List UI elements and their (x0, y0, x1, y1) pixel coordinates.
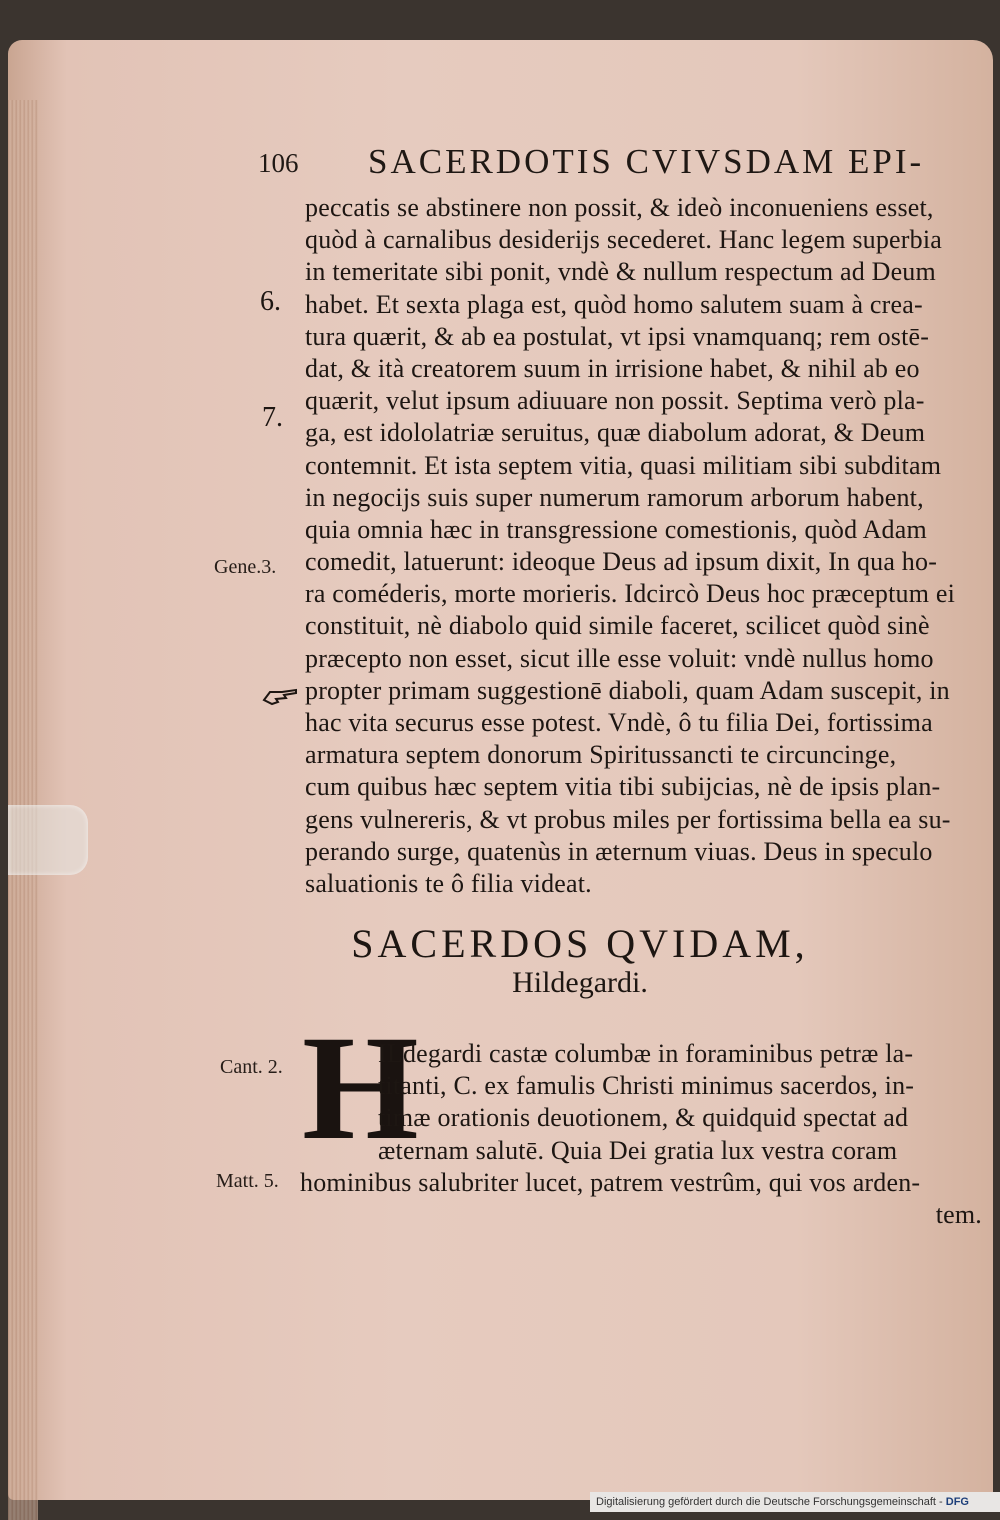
text-line: peccatis se abstinere non possit, & ideò inconueniens esset, (305, 193, 934, 222)
catchword: tem. (935, 1199, 982, 1229)
margin-note-canticles: Cant. 2. (220, 1056, 283, 1078)
main-text-block (305, 192, 985, 900)
text-line: titanti, C. ex famulis Christi minimus sacerdos, in- (378, 1071, 915, 1101)
margin-note-matthew: Matt. 5. (216, 1170, 279, 1192)
text-line: ra coméderis, morte morieris. Idcircò Deus hoc præceptum ei (305, 579, 956, 609)
digitization-footer (590, 1492, 1000, 1512)
text-line: tura quærit, & ab ea postulat, vt ipsi vnamquanq; rem ostē- (305, 321, 930, 351)
text-line: ga, est idololatriæ seruitus, quæ diabolum adorat, & Deum (305, 418, 926, 448)
text-line: ILdegardi castæ columbæ in foraminibus petræ la- (378, 1039, 914, 1068)
text-line: quærit, velut ipsum adiuuare non possit. Septima verò pla- (305, 386, 925, 416)
text-line: propter primam suggestionē diaboli, quam Adam suscepit, in (305, 675, 950, 705)
text-line: habet. Et sexta plaga est, quòd homo salutem suam à crea- (305, 289, 923, 319)
drop-cap: H (302, 1005, 419, 1171)
running-title: SACERDOTIS CVIVSDAM EPI- (368, 142, 925, 181)
page-number: 106 (258, 148, 299, 178)
footer-text: Digitalisierung gefördert durch die Deutsche Forschungsgemeinschaft - (596, 1496, 943, 1508)
letter-text-block (300, 1038, 990, 1231)
pointing-hand-icon (262, 682, 300, 708)
text-line: armatura septem donorum Spiritussancti te circuncinge, (305, 740, 897, 770)
text-line: æternam salutē. Quia Dei gratia lux vestra coram (378, 1135, 898, 1165)
text-line: quia omnia hæc in transgressione comestionis, quòd Adam (305, 514, 927, 544)
margin-number-7: 7. (262, 402, 283, 433)
text-line: in negocijs suis super numerum ramorum arborum habent, (305, 482, 924, 512)
text-line: contemnit. Et ista septem vitia, quasi militiam sibi subditam (305, 450, 942, 480)
margin-number-6: 6. (260, 286, 281, 317)
text-line: hominibus salubriter lucet, patrem vestrûm, qui vos arden- (300, 1167, 921, 1197)
dfg-logo: DFG (945, 1496, 969, 1508)
page-clip (8, 805, 88, 875)
page-header (258, 142, 958, 182)
section-title: SACERDOS QVIDAM, (351, 921, 809, 966)
text-line: hac vita securus esse potest. Vndè, ô tu filia Dei, fortissima (305, 708, 933, 737)
text-line: saluationis te ô filia videat. (305, 868, 592, 898)
text-line: quòd à carnalibus desiderijs secederet. Hanc legem superbia (305, 225, 942, 255)
section-subtitle: Hildegardi. (512, 966, 648, 999)
text-line: in temeritate sibi ponit, vndè & nullum respectum ad Deum (305, 257, 936, 287)
text-line: cum quibus hæc septem vitia tibi subijcias, nè de ipsis plan- (305, 772, 941, 802)
text-line: timæ orationis deuotionem, & quidquid spectat ad (378, 1103, 909, 1133)
text-line: comedit, latuerunt: ideoque Deus ad ipsum dixit, In qua ho- (305, 547, 938, 577)
text-line: gens vulnereris, & vt probus miles per fortissima bella ea su- (305, 804, 951, 834)
text-line: dat, & ità creatorem suum in irrisione habet, & nihil ab eo (305, 353, 920, 383)
text-line: constituit, nè diabolo quid simile faceret, scilicet quòd sinè (305, 611, 930, 641)
text-line: perando surge, quatenùs in æternum viuas. Deus in speculo (305, 836, 933, 866)
text-line: præcepto non esset, sicut ille esse voluit: vndè nullus homo (305, 643, 934, 673)
margin-note-genesis: Gene.3. (214, 556, 277, 578)
